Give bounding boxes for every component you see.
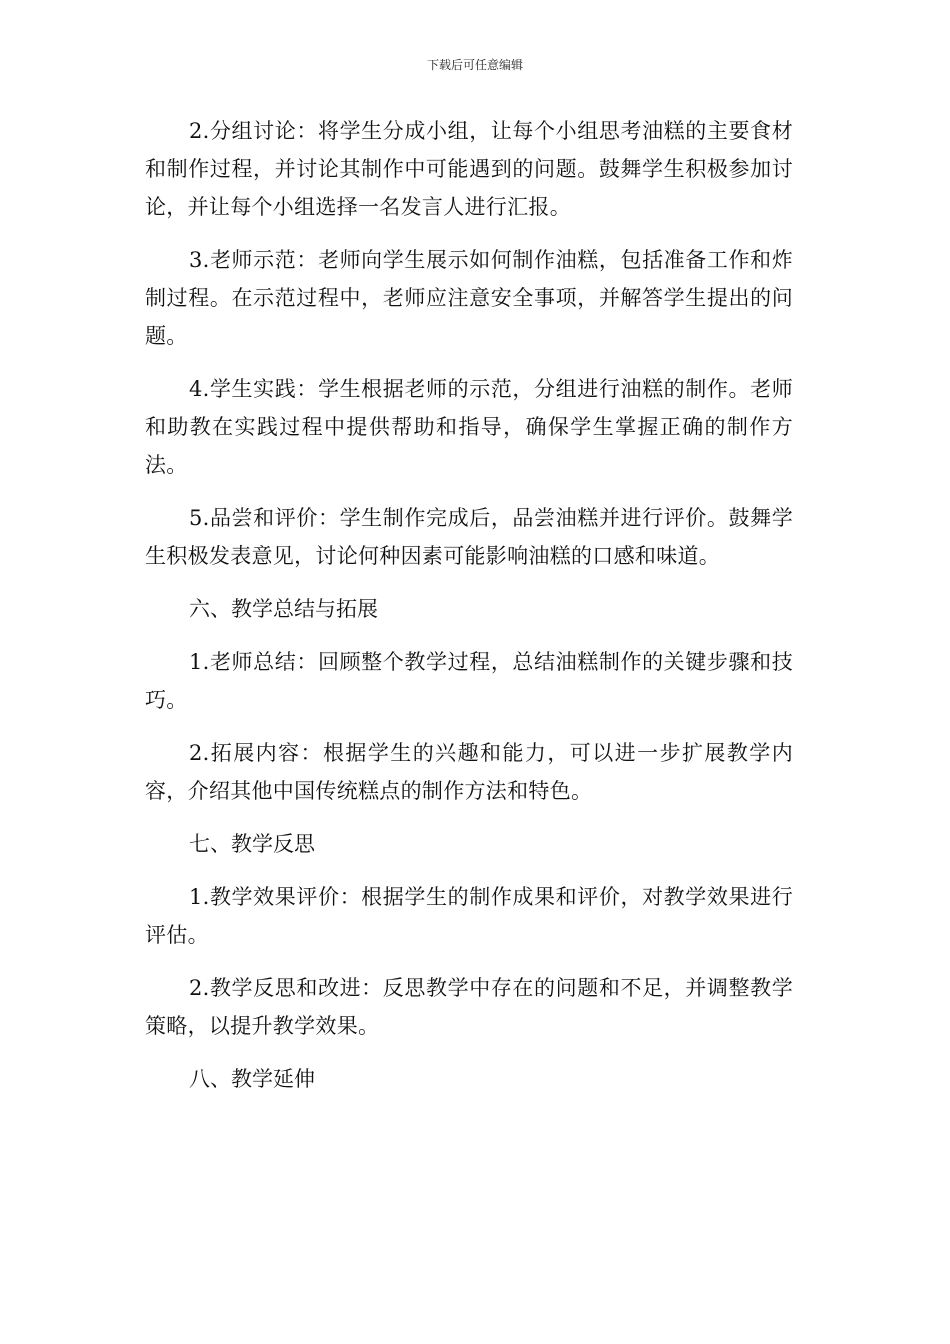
paragraph-teacher-demo: 3.老师示范：老师向学生展示如何制作油糕，包括准备工作和炸制过程。在示范过程中，老师应注意安全事项，并解答学生提出的问题。 [145, 248, 793, 348]
paragraph-extension-content: 2.拓展内容：根据学生的兴趣和能力，可以进一步扩展教学内容，介绍其他中国传统糕点的制作方法和特色。 [145, 741, 793, 803]
paragraph-student-practice: 4.学生实践：学生根据老师的示范，分组进行油糕的制作。老师和助教在实践过程中提供帮助和指导，确保学生掌握正确的制作方法。 [145, 377, 793, 477]
document-body [145, 112, 793, 1113]
section-heading-reflection: 七、教学反思 [189, 832, 315, 856]
paragraph-reflection-improvement: 2.教学反思和改进：反思教学中存在的问题和不足，并调整教学策略，以提升教学效果。 [145, 976, 793, 1038]
paragraph-effect-evaluation: 1.教学效果评价：根据学生的制作成果和评价，对教学效果进行评估。 [145, 885, 793, 947]
page-header-note: 下载后可任意编辑 [426, 58, 523, 72]
paragraph-tasting-evaluation: 5.品尝和评价：学生制作完成后，品尝油糕并进行评价。鼓舞学生积极发表意见，讨论何种因素可能影响油糕的口感和味道。 [145, 506, 793, 568]
paragraph-group-discussion: 2.分组讨论：将学生分成小组，让每个小组思考油糕的主要食材和制作过程，并讨论其制作中可能遇到的问题。鼓舞学生积极参加讨论，并让每个小组选择一名发言人进行汇报。 [145, 119, 793, 219]
section-heading-summary: 六、教学总结与拓展 [189, 597, 378, 621]
section-heading-extension: 八、教学延伸 [189, 1067, 315, 1091]
paragraph-teacher-summary: 1.老师总结：回顾整个教学过程，总结油糕制作的关键步骤和技巧。 [145, 650, 793, 712]
